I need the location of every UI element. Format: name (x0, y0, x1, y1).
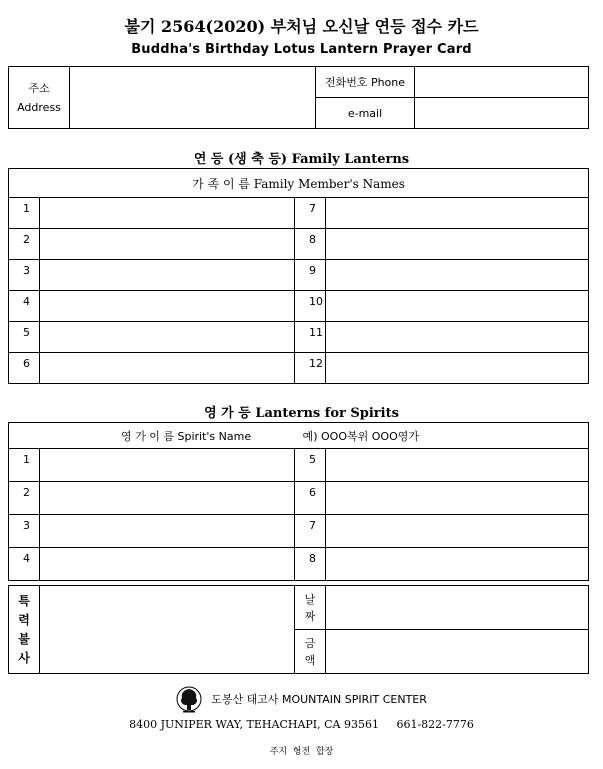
spirit-name-field[interactable] (40, 449, 295, 482)
amount-field[interactable] (326, 630, 589, 674)
family-number: 5 (9, 322, 40, 353)
spirit-name-field[interactable] (326, 482, 589, 515)
center-name: 도봉산 태고사 MOUNTAIN SPIRIT CENTER (211, 693, 427, 706)
date-field[interactable] (326, 586, 589, 630)
spirit-number: 6 (295, 482, 326, 515)
family-name-field[interactable] (326, 260, 589, 291)
email-field[interactable] (415, 98, 589, 129)
footer-center-line (0, 686, 603, 712)
abbot-signature: 주지 형전 합장 (269, 747, 334, 757)
special-offering-field[interactable] (40, 586, 295, 674)
spirits-header (9, 423, 589, 449)
contact-table (8, 66, 589, 129)
spirits-section-title: 영 가 등 Lanterns for Spirits (204, 406, 399, 421)
address-label: 주소 Address (9, 67, 70, 129)
family-number: 7 (295, 198, 326, 229)
amount-label: 금 액 (295, 630, 326, 674)
family-name-field[interactable] (40, 260, 295, 291)
special-offering-table (8, 585, 589, 674)
footer (0, 684, 603, 764)
spirit-number: 7 (295, 515, 326, 548)
phone-field[interactable] (415, 67, 589, 98)
spirit-name-field[interactable] (326, 449, 589, 482)
family-name-field[interactable] (40, 229, 295, 260)
spirit-name-field[interactable] (40, 548, 295, 581)
spirit-name-field[interactable] (40, 515, 295, 548)
family-name-field[interactable] (326, 198, 589, 229)
spirit-number: 8 (295, 548, 326, 581)
family-number: 4 (9, 291, 40, 322)
spirit-number: 5 (295, 449, 326, 482)
family-name-field[interactable] (40, 198, 295, 229)
address-field[interactable] (70, 67, 316, 129)
family-number: 6 (9, 353, 40, 384)
family-number: 2 (9, 229, 40, 260)
spirit-example-header: 예) OOO복위 OOO영가 (302, 429, 419, 443)
date-label: 날 짜 (295, 586, 326, 630)
spirits-table (8, 422, 589, 581)
spirit-name-field[interactable] (326, 548, 589, 581)
family-table (8, 168, 589, 384)
family-names-header: 가 족 이 름 Family Member's Names (9, 169, 589, 198)
family-name-field[interactable] (326, 322, 589, 353)
family-section-title: 연 등 (생 축 등) Family Lanterns (193, 152, 410, 167)
family-number: 10 (295, 291, 326, 322)
family-name-field[interactable] (326, 291, 589, 322)
spirit-number: 1 (9, 449, 40, 482)
spirit-name-field[interactable] (326, 515, 589, 548)
spirit-number: 4 (9, 548, 40, 581)
family-number: 12 (295, 353, 326, 384)
spirit-number: 3 (9, 515, 40, 548)
family-name-field[interactable] (40, 353, 295, 384)
family-name-field[interactable] (40, 322, 295, 353)
spirit-name-header: 영 가 이 름 Spirit's Name (121, 429, 252, 443)
family-name-field[interactable] (40, 291, 295, 322)
spirit-number: 2 (9, 482, 40, 515)
page-subtitle: Buddha's Birthday Lotus Lantern Prayer Card (131, 42, 472, 57)
family-name-field[interactable] (326, 353, 589, 384)
family-number: 9 (295, 260, 326, 291)
page-title: 불기 2564(2020) 부처님 오신날 연등 접수 카드 (124, 17, 479, 36)
family-number: 1 (9, 198, 40, 229)
family-name-field[interactable] (326, 229, 589, 260)
email-label: e-mail (316, 98, 415, 129)
family-number: 3 (9, 260, 40, 291)
tree-logo-icon (176, 686, 202, 712)
special-offering-label: 특 력 불 사 (9, 586, 40, 674)
family-number: 8 (295, 229, 326, 260)
family-number: 11 (295, 322, 326, 353)
center-address: 8400 JUNIPER WAY, TEHACHAPI, CA 93561 661-822-7776 (129, 718, 474, 731)
spirit-name-field[interactable] (40, 482, 295, 515)
phone-label: 전화번호 Phone (316, 67, 415, 98)
